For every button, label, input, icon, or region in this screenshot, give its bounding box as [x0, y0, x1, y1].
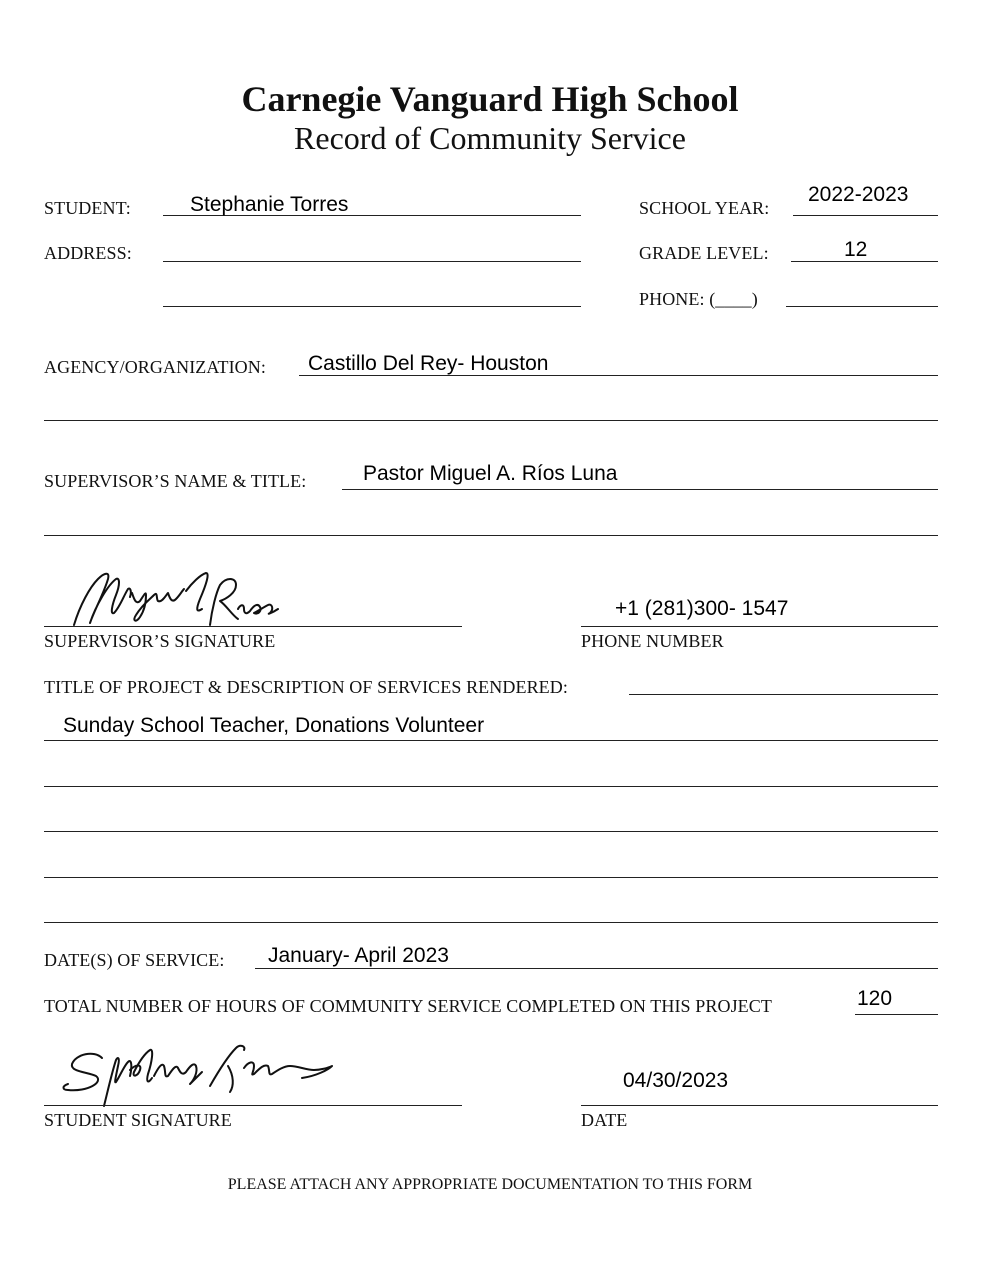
project-title-line[interactable]: [629, 694, 938, 695]
supervisor-phone-line: [581, 626, 938, 627]
date-label: DATE: [581, 1110, 628, 1130]
student-signature: [58, 1036, 343, 1112]
date-line: [581, 1105, 938, 1106]
school-year-field[interactable]: 2022-2023: [808, 183, 909, 206]
student-signature-label: STUDENT SIGNATURE: [44, 1110, 232, 1130]
supervisor-signature: [60, 565, 300, 635]
school-year-line: [793, 215, 938, 216]
grade-level-label: GRADE LEVEL:: [639, 243, 769, 263]
agency-label: AGENCY/ORGANIZATION:: [44, 357, 266, 377]
supervisor-phone-field[interactable]: +1 (281)300- 1547: [615, 597, 789, 620]
project-description-line-3[interactable]: [44, 831, 938, 832]
supervisor-name-line: [342, 489, 938, 490]
total-hours-line: [855, 1014, 938, 1015]
address-line-1[interactable]: [163, 261, 581, 262]
footer-note: PLEASE ATTACH ANY APPROPRIATE DOCUMENTATION TO THIS FORM: [227, 1176, 753, 1193]
dates-of-service-field[interactable]: January- April 2023: [268, 944, 449, 967]
date-field[interactable]: 04/30/2023: [623, 1069, 729, 1092]
phone-label: PHONE: (____): [639, 289, 758, 309]
school-name: Carnegie Vanguard High School: [241, 79, 739, 119]
phone-number-label: PHONE NUMBER: [581, 631, 724, 651]
supervisor-name-label: SUPERVISOR’S NAME & TITLE:: [44, 471, 307, 491]
project-description-line-5[interactable]: [44, 922, 938, 923]
agency-line-2[interactable]: [44, 420, 938, 421]
project-description-field[interactable]: Sunday School Teacher, Donations Volunteer: [63, 714, 485, 737]
project-description-line-1: [44, 740, 938, 741]
address-line-2[interactable]: [163, 306, 581, 307]
supervisor-name-field[interactable]: Pastor Miguel A. Ríos Luna: [363, 462, 618, 485]
address-label: ADDRESS:: [44, 243, 132, 263]
grade-level-field[interactable]: 12: [844, 238, 868, 261]
student-name-field[interactable]: Stephanie Torres: [190, 193, 349, 216]
school-year-label: SCHOOL YEAR:: [639, 198, 770, 218]
supervisor-signature-label: SUPERVISOR’S SIGNATURE: [44, 631, 276, 651]
agency-field[interactable]: Castillo Del Rey- Houston: [308, 352, 549, 375]
project-title-label: TITLE OF PROJECT & DESCRIPTION OF SERVICES RENDERED:: [44, 677, 568, 697]
total-hours-label: TOTAL NUMBER OF HOURS OF COMMUNITY SERVICE COMPLETED ON THIS PROJECT: [44, 996, 772, 1016]
project-description-line-4[interactable]: [44, 877, 938, 878]
supervisor-signature-line: [44, 626, 462, 627]
total-hours-field[interactable]: 120: [857, 987, 893, 1010]
student-label: STUDENT:: [44, 198, 131, 218]
form-title: Record of Community Service: [294, 120, 686, 156]
project-description-line-2[interactable]: [44, 786, 938, 787]
dates-of-service-line: [255, 968, 938, 969]
dates-of-service-label: DATE(S) OF SERVICE:: [44, 950, 225, 970]
phone-line[interactable]: [786, 306, 938, 307]
supervisor-name-line-2[interactable]: [44, 535, 938, 536]
student-signature-line: [44, 1105, 462, 1106]
